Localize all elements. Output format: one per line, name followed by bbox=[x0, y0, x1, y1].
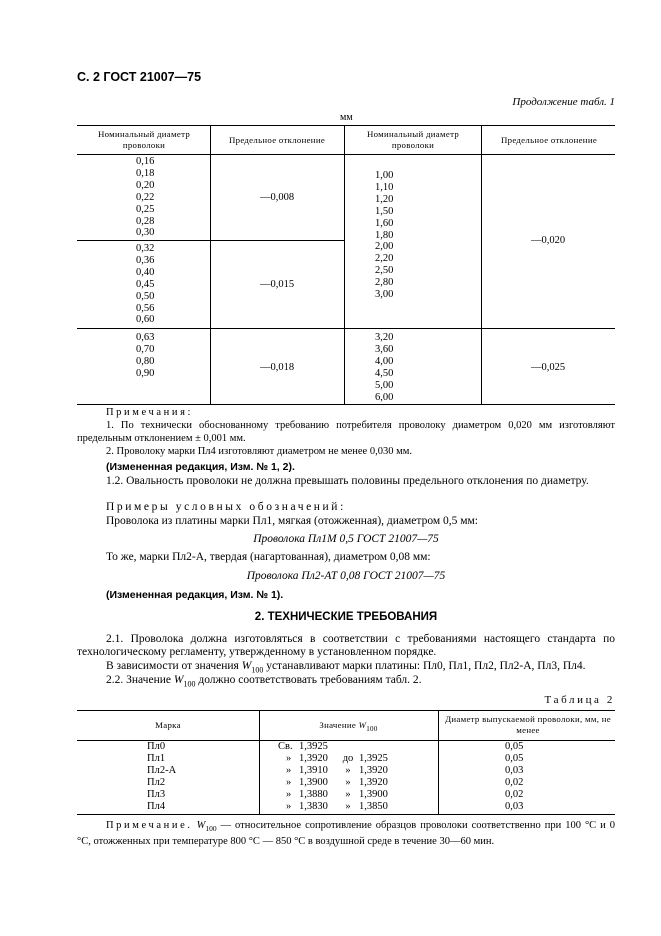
table-2-value-to: 1,3850 bbox=[359, 800, 388, 812]
header-value-text: Значение bbox=[319, 720, 359, 730]
w-subscript: 100 bbox=[251, 665, 264, 675]
table-2-note-text: — относительное сопротивление образцов проволоки соответственно при 100 °С и 0 °С, отожженных при температуре 800 °С — 850 °С в воздушной среде в течение 30—60 мин. bbox=[77, 820, 616, 848]
table-2-diameter: 0,05 bbox=[505, 741, 524, 752]
w-subscript: 100 bbox=[366, 724, 378, 733]
table-2-grade: Пл0 bbox=[147, 741, 166, 752]
table-2-grade: Пл3 bbox=[147, 788, 166, 800]
diameter-list-group-2: 0,32 0,36 0,40 0,45 0,50 0,56 0,60 bbox=[136, 243, 155, 326]
note-2: 2. Проволоку марки Пл4 изготовляют диаметром не менее 0,030 мм. bbox=[106, 446, 413, 457]
deviation-group-4: —0,020 bbox=[530, 235, 566, 246]
example-2-text: То же, марки Пл2-А, твердая (нагартованная), диаметром 0,08 мм: bbox=[106, 551, 431, 563]
revision-note-2: (Измененная редакция, Изм. № 1). bbox=[106, 589, 284, 601]
table-2-grade: Пл2 bbox=[147, 776, 166, 788]
header-diameter: Диаметр выпускаемой проволоки, мм, не менее bbox=[445, 714, 611, 735]
table-2-value-qualifier: » bbox=[286, 776, 292, 788]
table-2-diameter: 0,02 bbox=[505, 788, 524, 800]
table-2-value-to: 1,3900 bbox=[359, 788, 388, 800]
clause-2-1-grades-pre: В зависимости от значения bbox=[106, 660, 242, 672]
table-2-value-to-word: » bbox=[345, 776, 351, 788]
revision-note-1: (Измененная редакция, Изм. № 1, 2). bbox=[106, 461, 295, 473]
table-2-value-qualifier: » bbox=[286, 752, 292, 764]
table-continuation-label: Продолжение табл. 1 bbox=[512, 96, 615, 108]
w-subscript: 100 bbox=[205, 824, 217, 834]
table-2-value-to-word: » bbox=[345, 800, 351, 812]
page-label: С. 2 ГОСТ 21007—75 bbox=[77, 70, 202, 84]
diameter-list-group-4: 1,00 1,10 1,20 1,50 1,60 1,80 2,00 2,20 2,50 2,80 3,00 bbox=[375, 170, 394, 301]
note-1: 1. По технически обоснованному требованию потребителя проволоку диаметром 0,020 мм изготовляют предельным отклонением ± 0,001 мм. bbox=[77, 420, 615, 444]
deviation-group-1: —0,008 bbox=[259, 192, 295, 203]
deviation-group-5: —0,025 bbox=[530, 362, 566, 373]
table-2-diameter: 0,05 bbox=[505, 752, 524, 764]
table-2-grade: Пл2-А bbox=[147, 764, 177, 776]
table-2-value-qualifier: » bbox=[286, 764, 292, 776]
table-2-value-qualifier: » bbox=[286, 788, 292, 800]
clause-2-2-pre: 2.2. Значение bbox=[106, 674, 174, 686]
table-2-value-to: 1,3920 bbox=[359, 776, 388, 788]
table-2-value-to-word: до bbox=[342, 752, 354, 764]
table-2-value-from: 1,3925 bbox=[299, 741, 328, 752]
clause-2-2-post: должно соответствовать требованиям табл. 2. bbox=[195, 674, 422, 686]
table-2-value-from: 1,3830 bbox=[299, 800, 328, 812]
diameter-list-group-3: 0,63 0,70 0,80 0,90 bbox=[136, 332, 155, 379]
example-2-designation: Проволока Пл2-АТ 0,08 ГОСТ 21007—75 bbox=[246, 570, 446, 582]
table-2-value-to: 1,3920 bbox=[359, 764, 388, 776]
table-2-diameter: 0,02 bbox=[505, 776, 524, 788]
table-2-value-qualifier: Св. bbox=[278, 741, 293, 752]
deviation-group-2: —0,015 bbox=[259, 279, 295, 290]
table-2-value-to-word: » bbox=[345, 788, 351, 800]
units-label: мм bbox=[340, 112, 353, 123]
header-grade: Марка bbox=[155, 720, 181, 730]
table-2-note bbox=[77, 819, 615, 848]
table-2-note-title: Примечание. bbox=[106, 820, 193, 831]
header-nominal-diameter-right: Номинальный диаметр проволоки bbox=[366, 129, 460, 150]
w-symbol: W bbox=[241, 660, 252, 672]
w-subscript: 100 bbox=[183, 679, 196, 689]
table-2-value-from: 1,3920 bbox=[299, 752, 328, 764]
deviation-group-3: —0,018 bbox=[259, 362, 295, 373]
header-limit-deviation-left: Предельное отклонение bbox=[228, 135, 326, 145]
clause-1-2: 1.2. Овальность проволоки не должна превышать половины предельного отклонения по диаметру. bbox=[106, 475, 589, 487]
examples-title: Примеры условных обозначений: bbox=[106, 501, 346, 513]
diameter-list-group-5: 3,20 3,60 4,00 4,50 5,00 6,00 bbox=[375, 332, 394, 403]
notes-title: Примечания: bbox=[106, 407, 194, 418]
header-nominal-diameter-left: Номинальный диаметр проволоки bbox=[97, 129, 191, 150]
example-1-designation: Проволока Пл1М 0,5 ГОСТ 21007—75 bbox=[253, 533, 439, 545]
w-symbol: W bbox=[196, 820, 206, 831]
table-2-grade: Пл1 bbox=[147, 752, 166, 764]
table-2-diameter: 0,03 bbox=[505, 764, 524, 776]
table-2-value-qualifier: » bbox=[286, 800, 292, 812]
table-2-value-from: 1,3880 bbox=[299, 788, 328, 800]
clause-2-1-grades-post: устанавливают марки платины: Пл0, Пл1, Пл2, Пл2-А, Пл3, Пл4. bbox=[263, 660, 586, 672]
table-2-value-from: 1,3910 bbox=[299, 764, 328, 776]
table-2-value-to-word: » bbox=[345, 764, 351, 776]
table-2-grade: Пл4 bbox=[147, 800, 166, 812]
example-1-text: Проволока из платины марки Пл1, мягкая (отожженная), диаметром 0,5 мм: bbox=[106, 515, 479, 527]
table-2-value-from: 1,3900 bbox=[299, 776, 328, 788]
header-limit-deviation-right: Предельное отклонение bbox=[500, 135, 598, 145]
diameter-list-group-1: 0,16 0,18 0,20 0,22 0,25 0,28 0,30 bbox=[136, 156, 155, 239]
clause-2-1: 2.1. Проволока должна изготовляться в соответствии с требованиями настоящего стандарта по технологическому регламенту, утвержденному в установленном порядке. bbox=[77, 633, 615, 658]
header-value bbox=[259, 720, 438, 735]
table-2-caption: Таблица 2 bbox=[544, 694, 615, 706]
table-2-value-to: 1,3925 bbox=[359, 752, 388, 764]
w-symbol: W bbox=[358, 720, 367, 730]
section-2-title: 2. ТЕХНИЧЕСКИЕ ТРЕБОВАНИЯ bbox=[254, 611, 438, 623]
clause-2-2 bbox=[106, 674, 422, 690]
w-symbol: W bbox=[173, 674, 184, 686]
table-2-diameter: 0,03 bbox=[505, 800, 524, 812]
